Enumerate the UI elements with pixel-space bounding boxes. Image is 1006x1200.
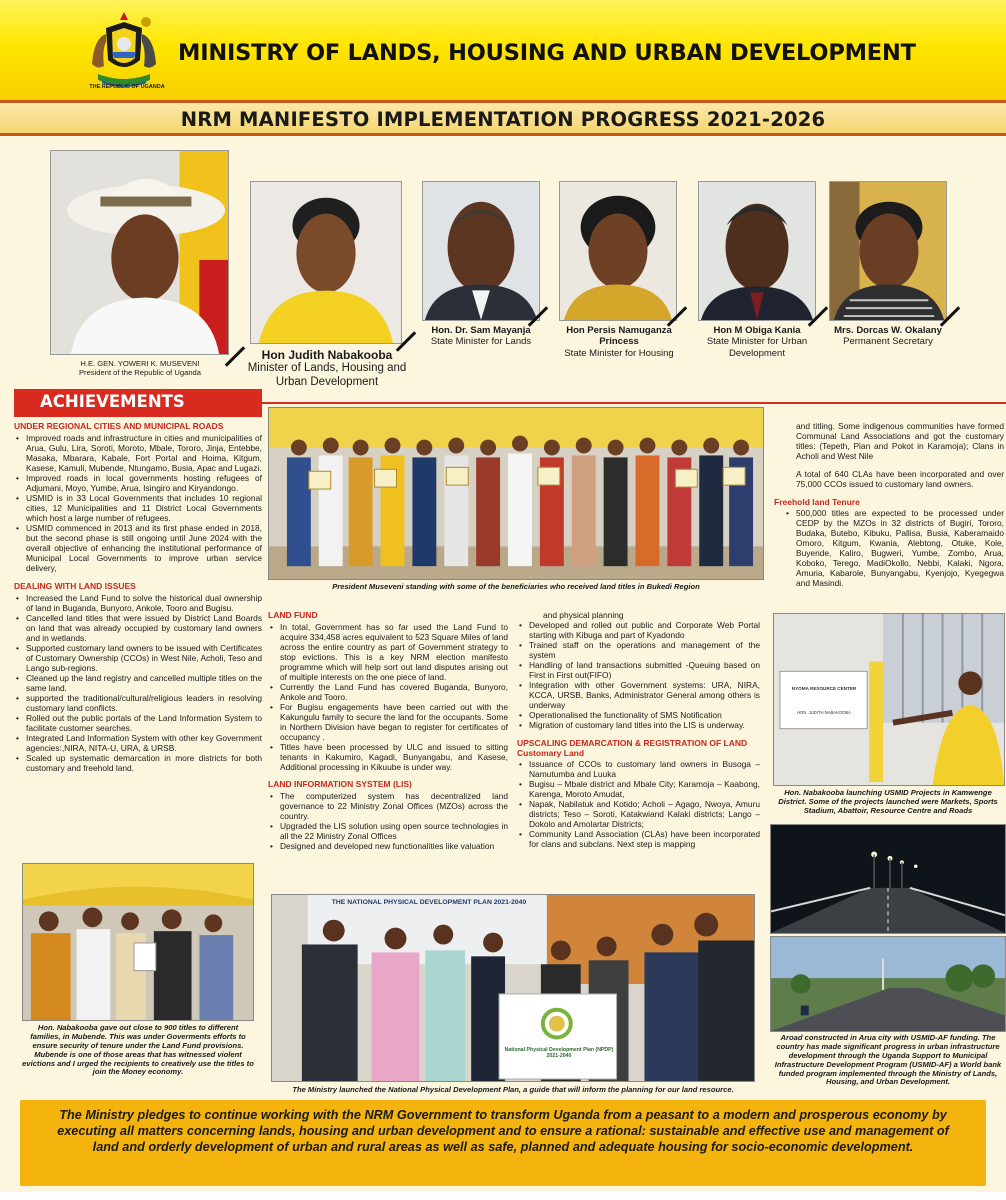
col3-lead: and physical planning <box>543 610 624 620</box>
coat-of-arms-icon <box>84 8 164 96</box>
caption-persis-namuganza: Hon Persis Namuganza Princess State Minister for Housing <box>564 325 674 359</box>
portrait-president <box>50 150 229 355</box>
caption-minister-lands: Hon Judith Nabakooba Minister of Lands, Housing and Urban Development <box>247 348 407 389</box>
caption-mubende: Hon. Nabakooba gave out close to 900 titles to different families, in Mubende. This was under Goverments efforts to ensure security of tenure under the Land Fund provisions. Mubende is one of those areas that has witnessed violent evictions and I urged the recipients to creatively use the titles to join the Money economy. <box>22 1023 254 1077</box>
list-item: • Community Land Association (CLAs) have been incorporated for clans and subclans. Next step is mapping <box>517 829 760 849</box>
pledge-banner <box>20 1100 986 1186</box>
caption-kamwenge: Hon. Nabakooba launching USMID Projects in Kamwenge District. Some of the projects launched were Markets, Sports Stadium, Abattoir, Resource Centre and Roads <box>778 788 998 815</box>
sign-resource-center: NYOMA RESOURCE CENTER <box>791 686 857 691</box>
list-regional-cities <box>14 433 262 573</box>
list-item: • Bugisu – Mbale district and Mbale City; Karamoja – Kaabong, Karenga, Moroto Amudat, <box>517 779 760 799</box>
page-title: NRM MANIFESTO IMPLEMENTATION PROGRESS 2021-2026 <box>180 108 826 131</box>
list-item: • Trained staff on the operations and management of the system <box>517 640 760 660</box>
title-bar <box>0 100 1006 136</box>
photo-mubende-titles <box>22 863 254 1021</box>
list-item: • Cleaned up the land registry and cancelled multiple titles on the same land. <box>14 673 262 693</box>
list-item: • Supported customary land owners to be issued with Certificates of Customary Ownership (CCOs) in West Nile, Acholi, Teso and Lango sub-regions. <box>14 643 262 673</box>
portrait-obiga-kania <box>698 181 816 321</box>
list-item: • supported the traditional/cultural/religious leaders in resolving customary land conflicts. <box>14 693 262 713</box>
portrait-dorcas-okalany <box>829 181 947 321</box>
list-item: • Improved roads and infrastructure in cities and municipalities of Arua, Gulu, Lira, Soroti, Moroto, Mbale, Tororo, Jinja, Entebbe, Masaka, Mbarara, Kabale, Fort Portal and Hoima, Kitgum, Kasese, Kamuli, Mubende, Ntungamo, Busia, Apac and Lugazi. <box>14 433 262 473</box>
portrait-sam-mayanja <box>422 181 540 321</box>
list-item: • Improved roads in local governments hosting refugees of Adjumani, Moyo, Yumbe, Arua, Isingiro and Kiryandongo. <box>14 473 262 493</box>
list-lis <box>268 791 508 851</box>
achievements-rule <box>262 402 1006 404</box>
photo-night-road <box>770 824 1006 934</box>
list-item: • Napak, Nabilatuk and Kotido; Acholi – Agago, Nwoya, Amuru districts; Teso – Soroti, Katakwiand Kalaki districts; Lango – Dokolo and Amolartar Districts; <box>517 799 760 829</box>
list-item: • Scaled up systematic demarcation in more districts for both customary and freehold land. <box>14 753 262 773</box>
list-item: • Currently the Land Fund has covered Buganda, Bunyoro, Ankole and Tooro. <box>268 682 508 702</box>
list-item: • Operationalised the functionality of SMS Notification <box>517 710 760 720</box>
caption-bukedi: President Museveni standing with some of the beneficiaries who received land titles in Bukedi Region <box>332 582 700 591</box>
heading-land-fund: LAND FUND <box>268 610 318 620</box>
heading-regional-cities: UNDER REGIONAL CITIES AND MUNICIPAL ROADS <box>14 421 224 431</box>
heading-freehold: Freehold land Tenure <box>774 497 860 507</box>
list-item: • USMID is in 33 Local Governments that includes 10 regional cities, 12 Municipalities and 11 District Local Governments which host a large number of refugees. <box>14 493 262 523</box>
photo-plan-launch <box>271 894 755 1082</box>
caption-president: H.E. GEN. YOWERI K. MUSEVENI President of the Republic of Uganda <box>78 359 201 378</box>
portrait-minister-lands <box>250 181 402 344</box>
column-3 <box>517 610 760 849</box>
list-item: • Cancelled land titles that were issued by District Land Boards on land that was already occupied by customary land owners and in wetlands. <box>14 613 262 643</box>
list-item: • Integrated Land Information System with other key Government agencies:,NIRA, NITA-U, URA, & URSB. <box>14 733 262 753</box>
list-item: • Upgraded the LIS solution using open source technologies in all the 22 Ministry Zonal Offices <box>268 821 508 841</box>
subheading-customary: Customary Land <box>517 748 585 759</box>
list-land-issues <box>14 593 262 773</box>
ministry-title: MINISTRY OF LANDS, HOUSING AND URBAN DEVELOPMENT <box>178 40 916 66</box>
list-item: • Designed and developed new functionalities like valuation <box>268 841 508 851</box>
achievements-heading: ACHIEVEMENTS <box>14 389 262 417</box>
caption-plan-launch: The Ministry launched the National Physical Development Plan, a guide that will inform the planning for our land resource. <box>292 1085 734 1094</box>
list-item: • For Bugisu engagements have been carried out with the Kakungulu family to secure the land for the occupants. Some in Northern Division have began to register for certificates of occupancy . <box>268 702 508 742</box>
list-item: • The computerized system has decentralized land governance to 22 Ministry Zonal Offices (MZOs) across the country. <box>268 791 508 821</box>
list-item: • In total, Government has so far used the Land Fund to acquire 334,458 acres equivalent to 523 Square Miles of land across the entire country as part of Government strategy to stop evictions. This is a key NRM election manifesto programme which will help sort out land disputes arising out of multiple interests on the one piece of land. <box>268 622 508 682</box>
column-2 <box>268 610 508 851</box>
caption-obiga-kania: Hon M Obiga Kania State Minister for Urban Development <box>706 325 808 359</box>
heading-land-issues: DEALING WITH LAND ISSUES <box>14 581 136 592</box>
republic-caption: THE REPUBLIC OF UGANDA <box>89 84 165 90</box>
list-freehold <box>784 508 1004 588</box>
col4-para1: and titling. Some indigenous communities have formed Communal Land Associations and got the customary titles: (Tepeth, Pian and Pokot in Karamoja); Clans in Acholi and West Nile <box>796 421 1004 461</box>
portrait-persis-namuganza <box>559 181 677 321</box>
list-item: • Increased the Land Fund to solve the historical dual ownership of land in Buganda, Bunyoro, Ankole, Tooro and Bugisu. <box>14 593 262 613</box>
pledge-text: The Ministry pledges to continue working with the NRM Government to transform Uganda from a peasant to a modern and prosperous economy by executing all matters concerning lands, housing and urban development and to ensure a rational: sustainable and effective use and management of land and orderly development of urban and rural areas as well as safe, planned and adequate housing for socio-economic development. <box>57 1108 949 1154</box>
list-item: • Migration of customary land titles into the LIS is underway. <box>517 720 760 730</box>
list-item: • USMID commenced in 2013 and its first phase ended in 2018, but the second phase is still ongoing until June 2024 with the overall objective of enhancing the institutional performance of Municipal Local Governments to improve urban service delivery, <box>14 523 262 573</box>
list-item: • Handling of land transactions submitted -Queuing based on First in First out(FIFO) <box>517 660 760 680</box>
plan-banner-text: THE NATIONAL PHYSICAL DEVELOPMENT PLAN 2021-2040 <box>331 899 527 906</box>
caption-arua: Aroad constructed in Arua city with USMID-AF funding. The country has made significant progress in urban infrastructure development through the Uganda Support to Municipal Infrastructure Development Program (USMID-AF) a World bank funded program implemented through the Ministry of Lands, Housing, and Urban Development. <box>774 1033 1002 1087</box>
caption-dorcas-okalany: Mrs. Dorcas W. Okalany Permanent Secretary <box>834 325 942 348</box>
list-item: • Developed and rolled out public and Corporate Web Portal starting with Kibuga and part of Kyadondo <box>517 620 760 640</box>
photo-kamwenge-launch <box>773 613 1005 786</box>
list-item: • Rolled out the public portals of the Land Information System to facilitate customer searches. <box>14 713 262 733</box>
photo-arua-road <box>770 936 1006 1032</box>
list-land-fund <box>268 622 508 772</box>
list-item: • Issuance of CCOs to customary land owners in Busoga – Namutumba and Luuka <box>517 759 760 779</box>
col4-para2: A total of 640 CLAs have been incorporated and over 75,000 CCOs issued to customary land owners. <box>796 469 1004 489</box>
plan-booklet-text: National Physical Development Plan (NPDP) 2021-2040 <box>504 1047 614 1059</box>
list-customary <box>517 759 760 849</box>
list-lis-cont <box>517 620 760 730</box>
list-item: • 500,000 titles are expected to be processed under CEDP by the MZOs in 32 districts of Bugiri, Tororo, Budaka, Butebo, Kibuku, Pallisa, Busia, Kaberamaido Omoro, Kitgum, Kwania, Alebtong, Otuke, Kole, Buyende, Kaliro, Bugweri, Yumbe, Zombo, Arua, Koboko, Terego, MadiOkollo, Nebbi, Kalaki, Ngora, Amuria, Kabarole, Bunyangabu, Kyenjojo, Kyegegwa and Masindi. <box>784 508 1004 588</box>
list-item: • Titles have been processed by ULC and issued to sitting tenants in Kakumiro, Kagadi, Bunyangabu, and Kasese, Additional processing in Kikuube is under way. <box>268 742 508 772</box>
header-banner <box>0 0 1006 100</box>
column-4 <box>774 421 1006 588</box>
photo-bukedi-beneficiaries <box>268 407 764 580</box>
list-item: • Integration with other Government systems: URA, NIRA, KCCA, URSB, Banks, Administrator General among others is underway <box>517 680 760 710</box>
caption-sam-mayanja: Hon. Dr. Sam Mayanja State Minister for Lands <box>430 325 532 348</box>
sign-nabakooba: HON. JUDITH NABAKOOBA <box>797 710 851 715</box>
heading-lis: LAND INFORMATION SYSTEM (LIS) <box>268 779 412 790</box>
column-1 <box>14 421 262 773</box>
heading-demarcation: UPSCALING DEMARCATION & REGISTRATION OF LAND <box>517 738 748 748</box>
